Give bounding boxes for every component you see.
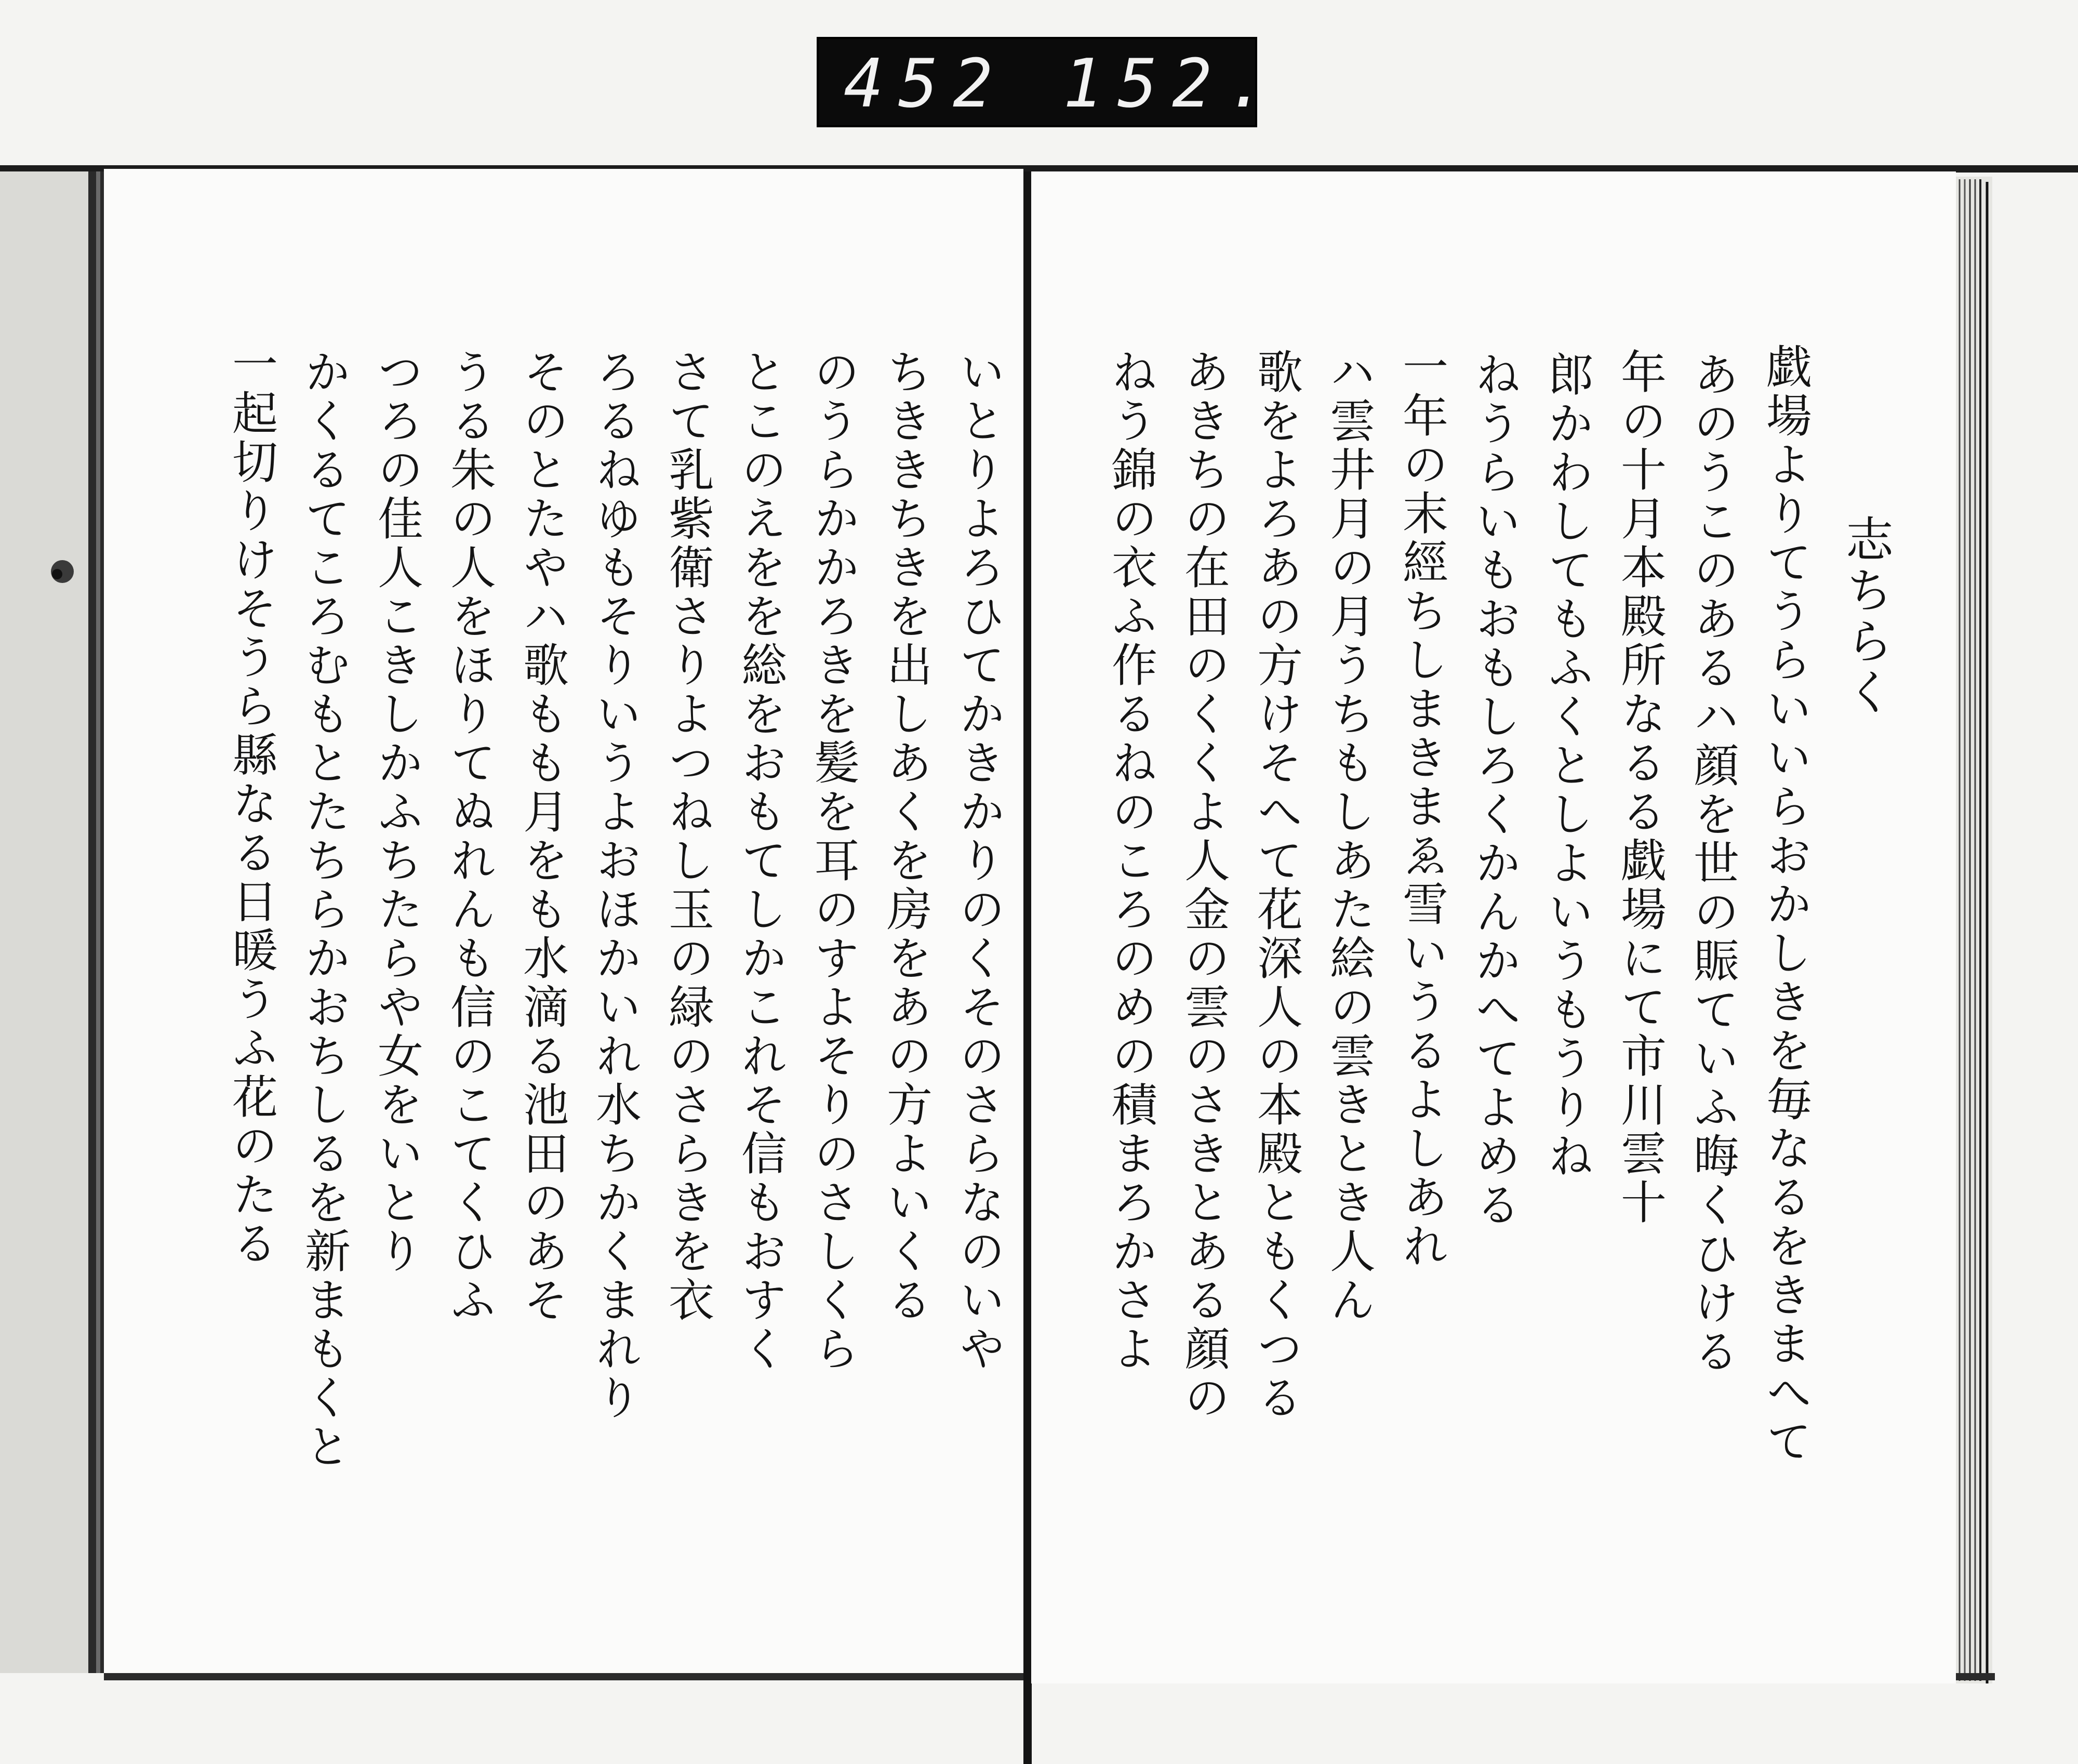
text-column: とこのえをを総をおもてしかこれそ信もおすく [734,348,788,1374]
label-right-number: 152. [1063,45,1282,123]
archive-number-label [817,37,1282,127]
text-column: ハ雲井月の月うちもしあた絵の雲きとき人ん [1323,348,1376,1325]
text-column: かくるてころむもとたちらかおちしるを新まもくと [298,348,351,1471]
text-column: さて乳紫衛さりよつねし玉の緑のさらきを衣 [661,348,715,1325]
text-column: 一起切りけそうら縣なる日暖うふ花のたる [225,340,278,1268]
text-column: いとりよろひてかきかりのくそのさらなのいや [952,348,1006,1374]
right-page-heading: 志ちらく [1838,514,1894,718]
text-column: 戯場よりてうらいいらおかしきを毎なるをきまへて [1759,343,1813,1466]
left-page [104,169,1023,1673]
text-column: 歌をよろあの方けそへて花深人の本殿ともくつる [1250,348,1303,1423]
text-column: 年の十月本殿所なるる戯場にて市川雲十 [1614,348,1667,1227]
text-column: 一年の末經ちしまきまゑ雪いうるよしあれ [1395,343,1449,1271]
text-column: あきちの在田のくくよ人金の雲のさきとある顔の [1177,348,1231,1423]
text-column: そのとたやハ歌もも月をも水滴る池田のあそ [516,348,569,1325]
text-column: つろの佳人こきしかふちたらや女をいとり [370,348,424,1276]
text-column: ろるねゆもそりいうよおほかいれ水ちかくまれり [589,348,642,1423]
text-column: うる朱の人をほりてぬれんも信のこてくひふ [443,348,497,1325]
text-column: のうらかかろきを髪を耳のすよそりのさしくら [807,348,860,1374]
text-column: ちききちきを出しあくを房をあの方よいくる [880,348,933,1325]
text-column: ねう錦の衣ふ作るねのころのめの積まろかさよ [1104,348,1158,1374]
label-left-number: 452 [844,45,1008,123]
text-column: あのうこのあるハ顔を世の賑ていふ晦くひける [1686,351,1740,1376]
text-column: ねうらいもおもしろくかんかへてよめる [1468,351,1522,1230]
right-page [1031,171,1956,1683]
text-column: 郎かわしてもふくとしよいうもうりね [1541,351,1594,1181]
